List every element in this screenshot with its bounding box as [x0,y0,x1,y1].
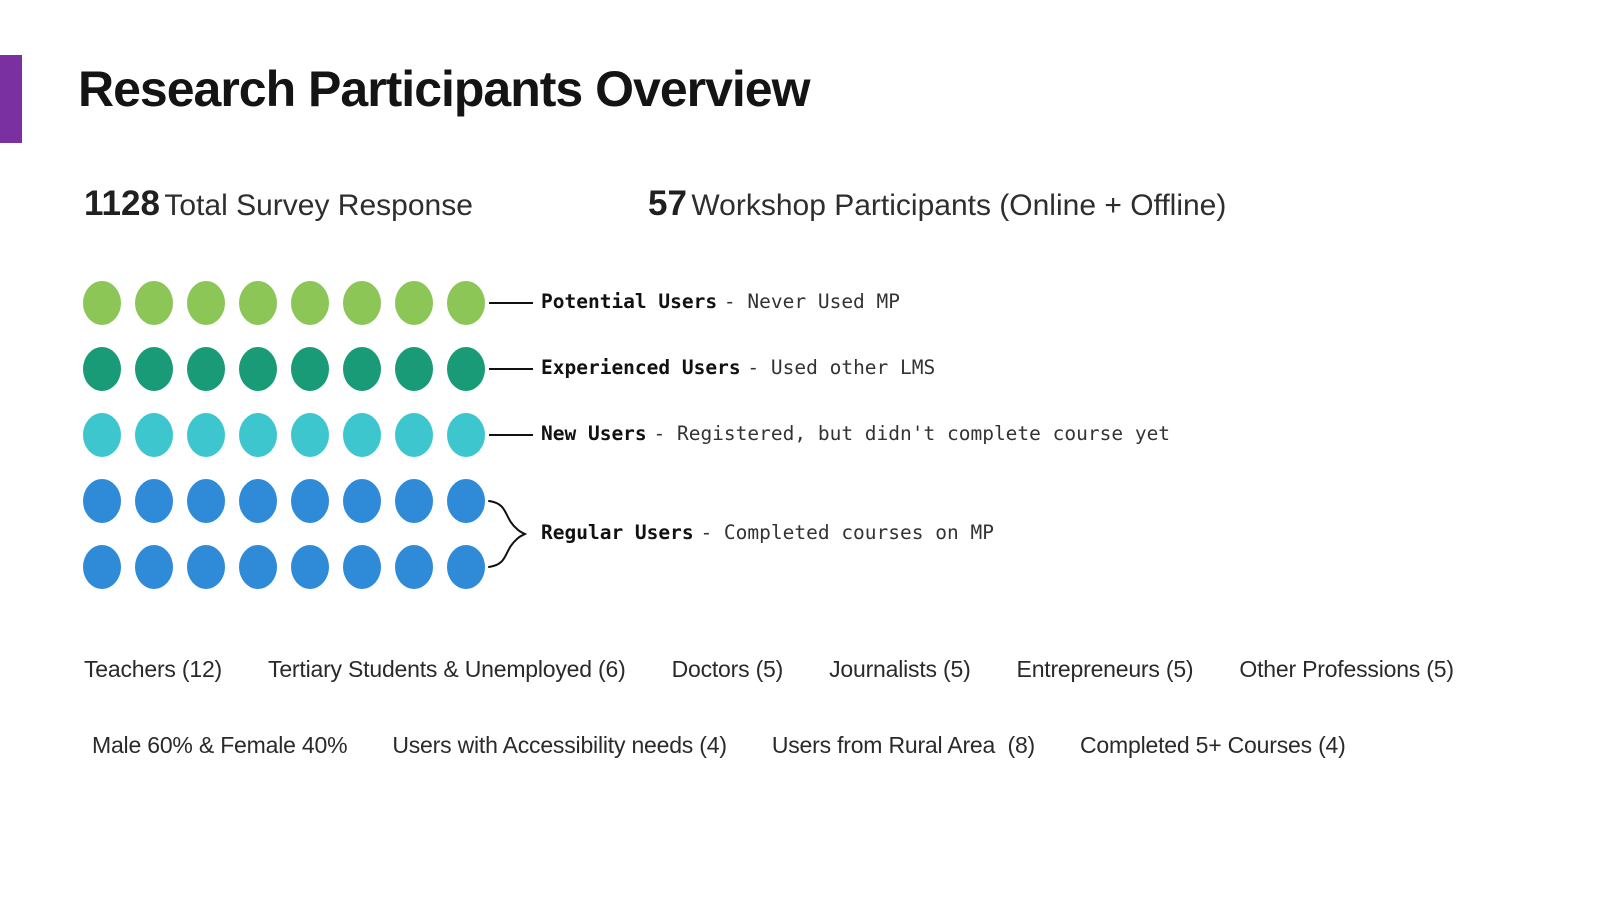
connector-line-potential [489,302,533,304]
dot [343,479,381,523]
dot [187,413,225,457]
legend-regular-users-desc: - Completed courses on MP [700,521,994,544]
stat-total-survey-value: 1128 [84,184,160,223]
dot [83,545,121,589]
profession-entrepreneurs: Entrepreneurs (5) [1016,656,1194,682]
demographic-accessibility: Users with Accessibility needs (4) [392,732,727,758]
dot [135,413,173,457]
dot [395,545,433,589]
dot [83,413,121,457]
legend-experienced-users-desc: - Used other LMS [747,356,936,379]
dot [291,479,329,523]
legend-potential-users-name: Potential Users [541,290,718,313]
dot-row-experienced-users [83,347,499,391]
profession-doctors: Doctors (5) [671,656,784,682]
dot [291,281,329,325]
dot [343,347,381,391]
dot-row-regular-users-2 [83,545,499,589]
dot [447,479,485,523]
dot [447,281,485,325]
dot [343,281,381,325]
dot [291,413,329,457]
profession-tertiary-students: Tertiary Students & Unemployed (6) [268,656,626,682]
profession-other: Other Professions (5) [1239,656,1454,682]
dot [291,347,329,391]
dot [187,545,225,589]
dot [135,347,173,391]
profession-teachers: Teachers (12) [84,656,223,682]
connector-line-experienced [489,368,533,370]
dot [395,479,433,523]
dot-row-potential-users [83,281,499,325]
professions-row [84,656,1454,683]
profession-journalists: Journalists (5) [829,656,971,682]
dot [343,413,381,457]
dot [135,281,173,325]
legend-new-users-name: New Users [541,422,647,445]
legend-regular-users [541,521,994,544]
dot [395,347,433,391]
dot [239,479,277,523]
stat-workshop-label: Workshop Participants (Online + Offline) [691,189,1227,222]
demographic-courses: Completed 5+ Courses (4) [1080,732,1346,758]
legend-new-users [541,422,1170,445]
stat-total-survey-label: Total Survey Response [164,189,473,222]
dot-row-regular-users-1 [83,479,499,523]
dot [291,545,329,589]
dot [83,479,121,523]
dot [187,347,225,391]
dot [83,347,121,391]
dot [187,281,225,325]
dot [239,413,277,457]
dot [135,479,173,523]
dot [395,413,433,457]
demographic-gender: Male 60% & Female 40% [92,732,348,758]
dot [83,281,121,325]
stat-workshop-value: 57 [648,184,687,223]
dot [135,545,173,589]
legend-potential-users [541,290,900,313]
dot [343,545,381,589]
legend-potential-users-desc: - Never Used MP [723,290,901,313]
legend-experienced-users-name: Experienced Users [541,356,741,379]
page-title: Research Participants Overview [78,61,810,117]
dot [447,347,485,391]
legend-experienced-users [541,356,935,379]
dot [239,545,277,589]
dot-row-new-users [83,413,499,457]
legend-regular-users-name: Regular Users [541,521,694,544]
brace-connector-regular [487,489,539,581]
dot [395,281,433,325]
dot [447,413,485,457]
demographic-rural: Users from Rural Area (8) [771,732,1036,758]
dot [447,545,485,589]
demographics-row [92,732,1346,759]
dot [239,347,277,391]
dot [239,281,277,325]
connector-line-new [489,434,533,436]
dot [187,479,225,523]
legend-new-users-desc: - Registered, but didn't complete course yet [653,422,1171,445]
